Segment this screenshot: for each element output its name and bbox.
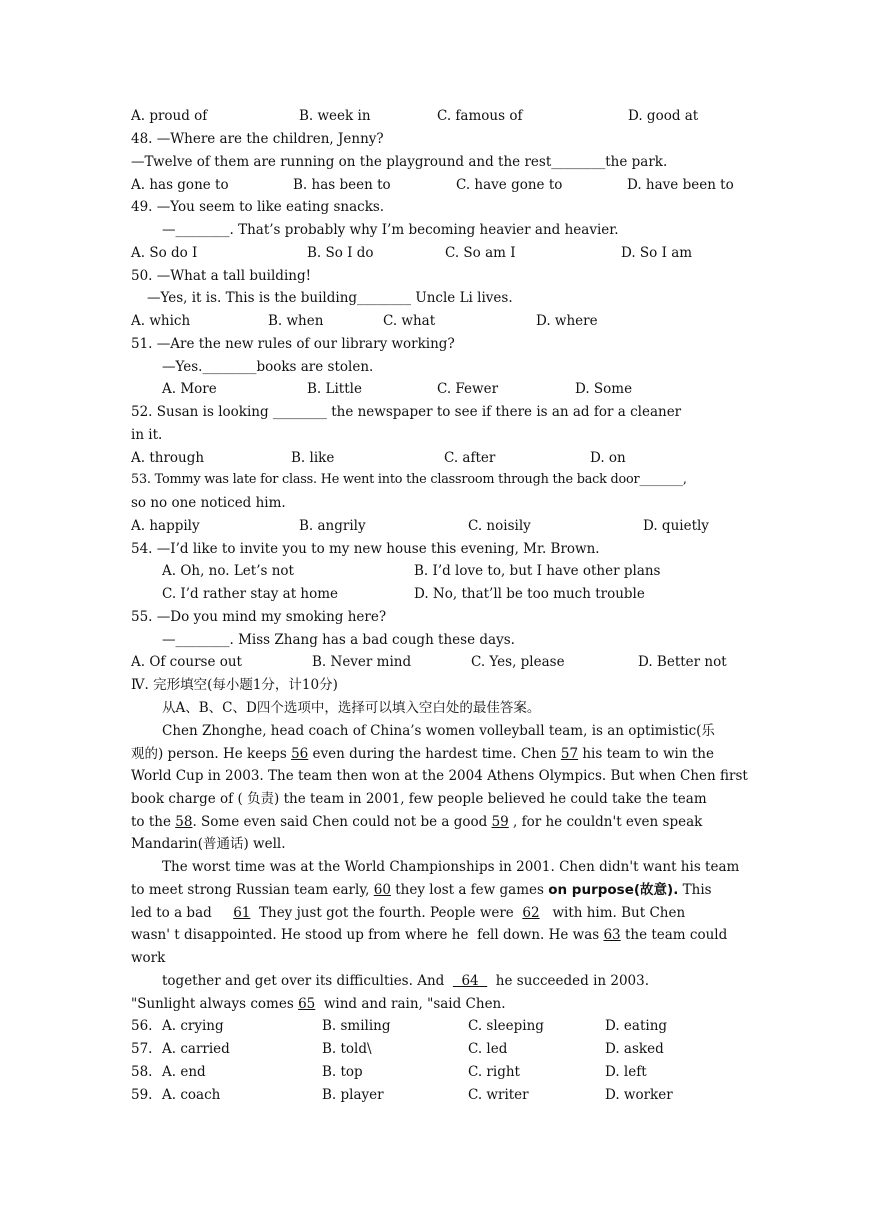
q47-option-b: B. week in (299, 108, 371, 124)
passage-line: to the 58. Some even said Chen could not be a good 59 , for he couldn't even speak (131, 814, 703, 830)
blank-58: 58 (175, 814, 193, 830)
blank-56: 56 (291, 746, 309, 762)
passage-line: together and get over its difficulties. And 64 he succeeded in 2003. (162, 973, 650, 989)
q55-option-c: C. Yes, please (471, 654, 565, 670)
q51-line2: —Yes.________books are stolen. (162, 359, 374, 375)
q52-option-c: C. after (444, 450, 496, 466)
q53-line2: so no one noticed him. (131, 495, 286, 511)
blank-62: 62 (522, 905, 540, 921)
q49-option-a: A. So do I (131, 245, 198, 261)
q53-line1: 53. Tommy was late for class. He went into the classroom through the back door_______, (131, 472, 687, 487)
section-heading: Ⅳ. 完形填空(每小题1分，计10分) (131, 677, 338, 693)
q50-option-d: D. where (536, 313, 598, 329)
blank-64: 64 (452, 973, 488, 989)
cloze-option: B. player (322, 1087, 384, 1103)
q49-option-d: D. So I am (621, 245, 693, 261)
cloze-num: 57. (131, 1041, 153, 1057)
passage-line: to meet strong Russian team early, 60 they lost a few games on purpose(故意). This (131, 882, 712, 898)
q48-option-b: B. has been to (293, 177, 391, 193)
cloze-option: B. smiling (322, 1018, 391, 1034)
q53-option-b: B. angrily (299, 518, 366, 534)
section-instruction: 从A、B、C、D四个选项中，选择可以填入空白处的最佳答案。 (162, 700, 541, 716)
q51-option-c: C. Fewer (437, 381, 499, 397)
passage-line: 观的) person. He keeps 56 even during the hardest time. Chen 57 his team to win the (131, 746, 714, 762)
q48-option-d: D. have been to (627, 177, 734, 193)
cloze-option: D. eating (605, 1018, 668, 1034)
cloze-option: C. sleeping (468, 1018, 544, 1034)
q53-option-a: A. happily (131, 518, 200, 534)
passage-line: "Sunlight always comes 65 wind and rain, "said Chen. (131, 996, 506, 1012)
passage-line: led to a bad 61 They just got the fourth. People were 62 with him. But Chen (131, 905, 686, 921)
q52-option-d: D. on (590, 450, 626, 466)
q49-stem: 49. —You seem to like eating snacks. (131, 199, 385, 215)
cloze-option: D. asked (605, 1041, 664, 1057)
q47-option-a: A. proud of (131, 108, 208, 124)
passage-line: book charge of ( 负责) the team in 2001, few people believed he could take the team (131, 791, 707, 807)
passage-line: World Cup in 2003. The team then won at the 2004 Athens Olympics. But when Chen first (131, 768, 748, 784)
passage-line: Chen Zhonghe, head coach of China’s women volleyball team, is an optimistic(乐 (162, 723, 715, 739)
passage-line: wasn' t disappointed. He stood up from where he fell down. He was 63 the team could (131, 927, 728, 943)
cloze-option: D. left (605, 1064, 647, 1080)
q48-line2: —Twelve of them are running on the playground and the rest________the park. (131, 154, 668, 170)
cloze-num: 59. (131, 1087, 153, 1103)
cloze-option: C. writer (468, 1087, 529, 1103)
cloze-option: B. top (322, 1064, 363, 1080)
passage-line: Mandarin(普通话) well. (131, 836, 286, 852)
q54-option-b: B. I’d love to, but I have other plans (414, 563, 661, 579)
q55-stem: 55. —Do you mind my smoking here? (131, 609, 387, 625)
q51-option-d: D. Some (575, 381, 633, 397)
q50-option-a: A. which (131, 313, 191, 329)
cloze-option: A. coach (162, 1087, 221, 1103)
q48-option-a: A. has gone to (131, 177, 229, 193)
q49-line2: —________. That’s probably why I’m becoming heavier and heavier. (162, 222, 619, 238)
q53-option-c: C. noisily (468, 518, 531, 534)
blank-65: 65 (298, 996, 316, 1012)
cloze-option: A. end (162, 1064, 206, 1080)
cloze-num: 58. (131, 1064, 153, 1080)
cloze-num: 56. (131, 1018, 153, 1034)
q48-option-c: C. have gone to (456, 177, 563, 193)
q49-option-c: C. So am I (445, 245, 516, 261)
blank-61: 61 (233, 905, 251, 921)
cloze-option: A. carried (162, 1041, 230, 1057)
cloze-option: A. crying (162, 1018, 224, 1034)
q47-option-c: C. famous of (437, 108, 523, 124)
blank-57: 57 (560, 746, 579, 762)
q52-option-a: A. through (131, 450, 205, 466)
blank-60: 60 (373, 882, 391, 898)
q55-option-b: B. Never mind (312, 654, 412, 670)
q52-line2: in it. (131, 427, 163, 443)
q51-option-a: A. More (162, 381, 217, 397)
q51-stem: 51. —Are the new rules of our library working? (131, 336, 455, 352)
q54-stem: 54. —I’d like to invite you to my new house this evening, Mr. Brown. (131, 541, 600, 557)
q54-option-a: A. Oh, no. Let’s not (162, 563, 294, 579)
cloze-option: C. led (468, 1041, 508, 1057)
q52-line1: 52. Susan is looking ________ the newspaper to see if there is an ad for a cleaner (131, 404, 682, 420)
q55-line2: —________. Miss Zhang has a bad cough these days. (162, 632, 515, 648)
q54-option-d: D. No, that’ll be too much trouble (414, 586, 645, 602)
q50-line2: —Yes, it is. This is the building________ Uncle Li lives. (147, 290, 513, 306)
passage-line: The worst time was at the World Championships in 2001. Chen didn't want his team (162, 859, 740, 875)
q49-option-b: B. So I do (307, 245, 374, 261)
q54-option-c: C. I’d rather stay at home (162, 586, 339, 602)
q50-option-c: C. what (383, 313, 436, 329)
passage-line: work (131, 950, 166, 966)
blank-63: 63 (603, 927, 621, 943)
q51-option-b: B. Little (307, 381, 362, 397)
q48-stem: 48. —Where are the children, Jenny? (131, 131, 384, 147)
q55-option-a: A. Of course out (131, 654, 242, 670)
q55-option-d: D. Better not (638, 654, 727, 670)
q53-option-d: D. quietly (643, 518, 709, 534)
cloze-option: D. worker (605, 1087, 673, 1103)
q47-option-d: D. good at (628, 108, 699, 124)
cloze-option: C. right (468, 1064, 520, 1080)
blank-59: 59 (491, 814, 509, 830)
q50-stem: 50. —What a tall building! (131, 268, 312, 284)
bold-phrase: on purpose(故意). (548, 882, 679, 898)
q52-option-b: B. like (291, 450, 335, 466)
cloze-option: B. told\ (322, 1041, 372, 1057)
q50-option-b: B. when (268, 313, 324, 329)
